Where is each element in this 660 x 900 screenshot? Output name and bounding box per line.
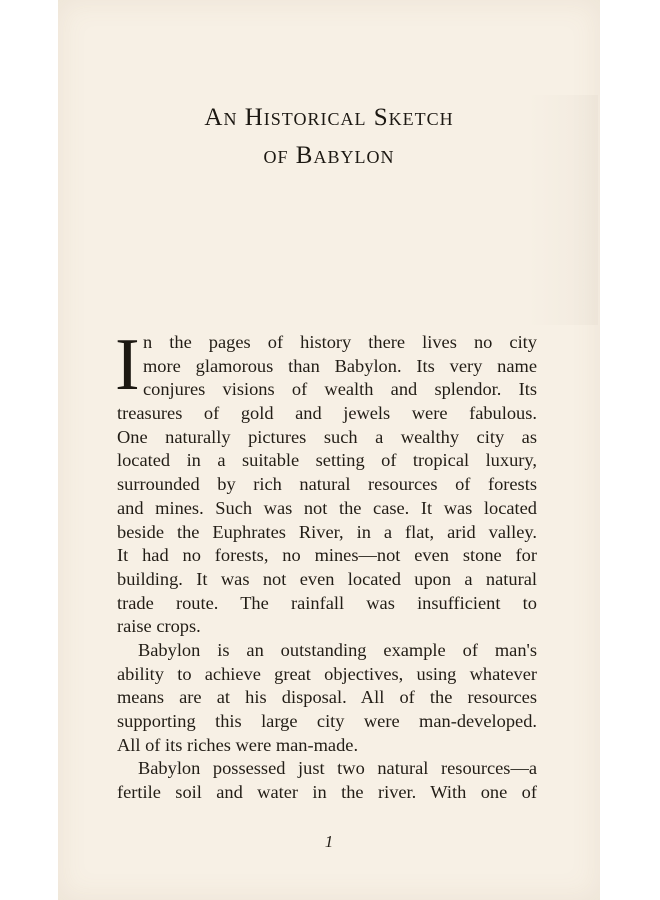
chapter-title-line-1: An Historical Sketch [204, 104, 454, 131]
text-line: more glamorous than Babylon. Its very name [143, 355, 537, 376]
text-line: beside the Euphrates River, in a flat, arid valley. [117, 521, 537, 542]
text-line: It had no forests, no mines—not even stone for [117, 545, 537, 566]
drop-cap: I [115, 324, 140, 406]
text-line: raise crops. [117, 616, 201, 637]
text-line: supporting this large city were man-developed. [117, 711, 537, 731]
text-line: means are at his disposal. All of the resources [117, 687, 537, 708]
body-text [115, 324, 537, 805]
text-line: fertile soil and water in the river. With one of [117, 782, 537, 803]
text-line: located in a suitable setting of tropical luxury, [117, 450, 537, 471]
text-line: trade route. The rainfall was insufficient to [117, 592, 537, 613]
text-line: ability to achieve great objectives, using whatever [117, 663, 537, 684]
text-line: n the pages of history there lives no city [143, 332, 537, 352]
page-number: 1 [324, 832, 334, 851]
text-line: surrounded by rich natural resources of forests [117, 474, 537, 495]
text-line: One naturally pictures such a wealthy city as [117, 426, 537, 447]
text-line: Babylon possessed just two natural resources—a [138, 758, 537, 779]
text-line: conjures visions of wealth and splendor. Its [143, 379, 537, 400]
text-line: building. It was not even located upon a natural [117, 568, 537, 589]
text-line: treasures of gold and jewels were fabulous. [117, 403, 537, 424]
text-line: Babylon is an outstanding example of man's [138, 639, 537, 660]
chapter-title-line-2: of Babylon [263, 142, 395, 169]
book-page [58, 0, 600, 900]
text-line: and mines. Such was not the case. It was located [117, 497, 537, 518]
text-line: All of its riches were man-made. [117, 734, 359, 755]
